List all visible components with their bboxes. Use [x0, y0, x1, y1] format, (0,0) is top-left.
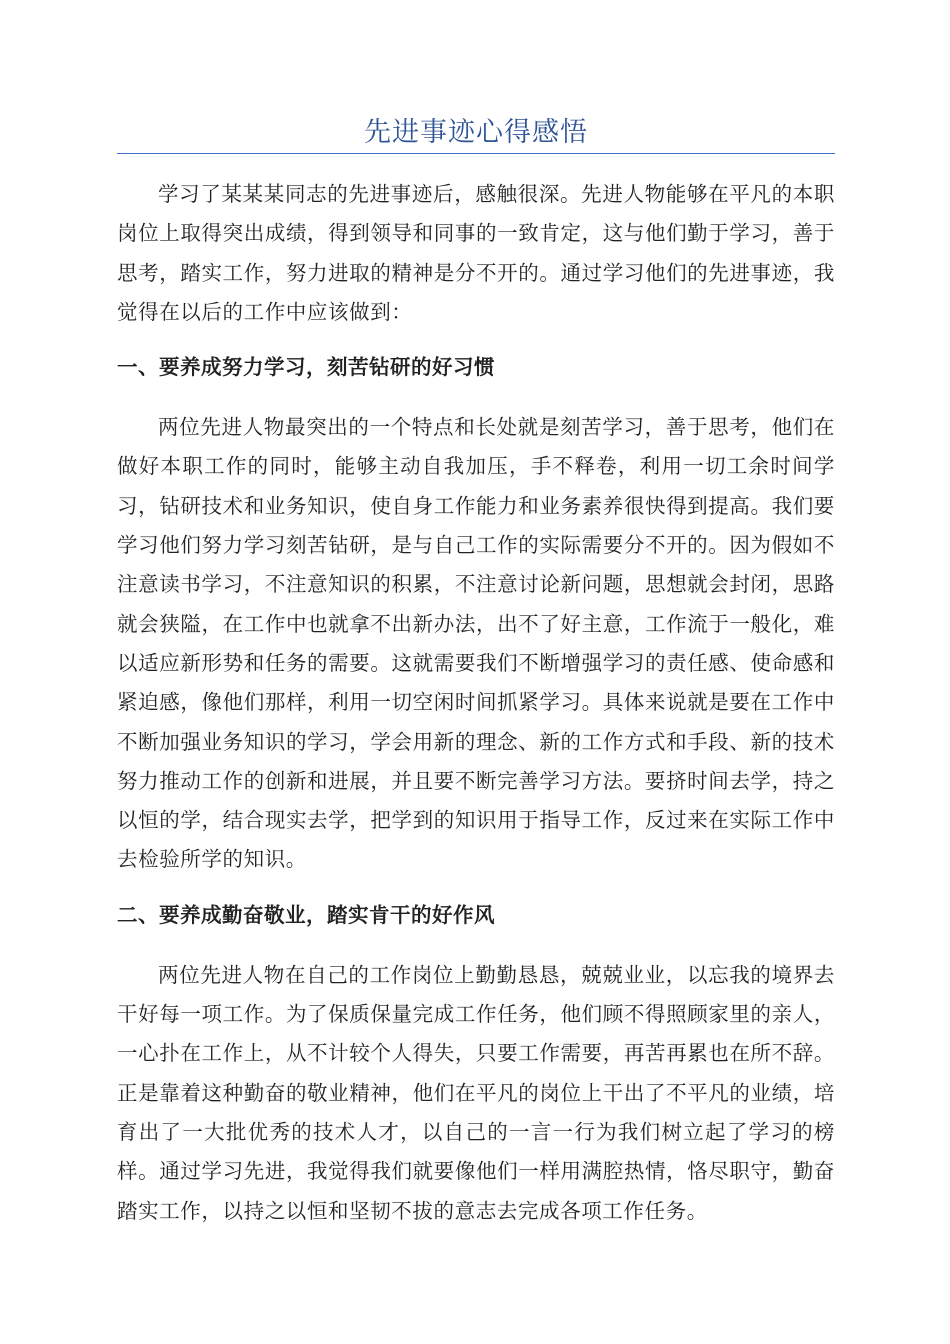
- intro-paragraph: 学习了某某某同志的先进事迹后，感触很深。先进人物能够在平凡的本职岗位上取得突出成绩，得到领导和同事的一致肯定，这与他们勤于学习，善于思考，踏实工作，努力进取的精神是分不开的。通过学习他们的先进事迹，我觉得在以后的工作中应该做到：: [117, 182, 835, 324]
- title-underline: [117, 153, 835, 154]
- document-title: 先进事迹心得感悟: [364, 117, 588, 148]
- section-2-paragraph: 两位先进人物在自己的工作岗位上勤勤恳恳，兢兢业业，以忘我的境界去干好每一项工作。为了保质保量完成工作任务，他们顾不得照顾家里的亲人，一心扑在工作上，从不计较个人得失，只要工作需要，再苦再累也在所不辞。正是靠着这种勤奋的敬业精神，他们在平凡的岗位上干出了不平凡的业绩，培育出了一大批优秀的技术人才，以自己的一言一行为我们树立起了学习的榜样。通过学习先进，我觉得我们就要像他们一样用满腔热情，恪尽职守，勤奋踏实工作，以持之以恒和坚韧不拔的意志去完成各项工作任务。: [117, 962, 835, 1223]
- section-1-paragraph: 两位先进人物最突出的一个特点和长处就是刻苦学习，善于思考，他们在做好本职工作的同时，能够主动自我加压，手不释卷，利用一切工余时间学习，钻研技术和业务知识，使自身工作能力和业务素养很快得到提高。我们要学习他们努力学习刻苦钻研，是与自己工作的实际需要分不开的。因为假如不注意读书学习，不注意知识的积累，不注意讨论新问题，思想就会封闭，思路就会狭隘，在工作中也就拿不出新办法，出不了好主意，工作流于一般化，难以适应新形势和任务的需要。这就需要我们不断增强学习的责任感、使命感和紧迫感，像他们那样，利用一切空闲时间抓紧学习。具体来说就是要在工作中不断加强业务知识的学习，学会用新的理念、新的工作方式和手段、新的技术努力推动工作的创新和进展，并且要不断完善学习方法。要挤时间去学，持之以恒的学，结合现实去学，把学到的知识用于指导工作，反过来在实际工作中去检验所学的知识。: [117, 415, 835, 872]
- document-page: [117, 0, 835, 1231]
- section-2-heading: 二、要养成勤奋敬业，踏实肯干的好作风: [117, 902, 495, 927]
- section-1-heading: 一、要养成努力学习，刻苦钻研的好习惯: [117, 355, 495, 380]
